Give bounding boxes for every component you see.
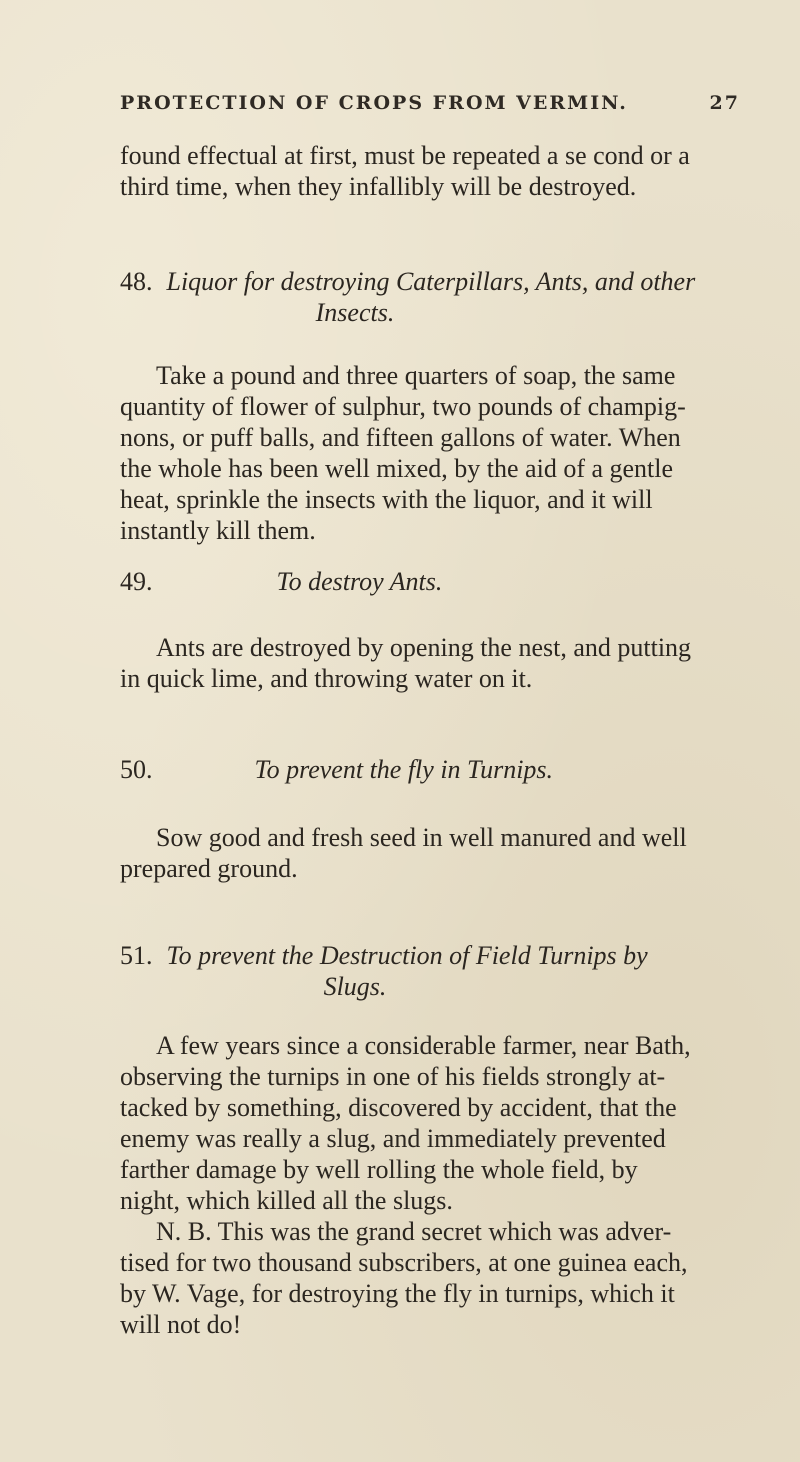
section-number: 48. (120, 267, 153, 296)
section-title-continued: Insects. (315, 298, 395, 327)
section-title-continued: Slugs. (323, 972, 387, 1001)
text-line: observing the turnips in one of his fields strongly at- (120, 1062, 666, 1091)
text-line: A few years since a considerable farmer, near Bath, (156, 1031, 691, 1060)
section-number: 51. (120, 941, 153, 970)
section-48-heading (120, 266, 770, 328)
section-50-heading (120, 754, 770, 785)
text-line: Take a pound and three quarters of soap, the same (156, 361, 676, 390)
text-line: quantity of flower of sulphur, two pounds of champig- (120, 392, 686, 421)
text-line: nons, or puff balls, and fifteen gallons of water. When (120, 423, 681, 452)
section-title: To destroy Ants. (276, 567, 443, 596)
text-line: night, which killed all the slugs. (120, 1186, 453, 1215)
text-line: by W. Vage, for destroying the fly in turnips, which it (120, 1279, 675, 1308)
section-50-body (120, 822, 760, 884)
section-title: Liquor for destroying Caterpillars, Ants, and other (166, 267, 696, 296)
section-title: To prevent the fly in Turnips. (254, 755, 554, 784)
text-line: will not do! (120, 1310, 242, 1339)
text-line: heat, sprinkle the insects with the liquor, and it will (120, 485, 653, 514)
text-line: in quick lime, and throwing water on it. (120, 664, 533, 693)
running-head-title: PROTECTION OF CROPS FROM VERMIN. (120, 92, 628, 114)
text-line: tised for two thousand subscribers, at one guinea each, (120, 1248, 688, 1277)
running-head (120, 92, 740, 122)
text-line: found effectual at first, must be repeated a se cond or a (120, 141, 690, 170)
text-line: enemy was really a slug, and immediately prevented (120, 1124, 666, 1153)
text-line: prepared ground. (120, 854, 298, 883)
text-line: the whole has been well mixed, by the aid of a gentle (120, 454, 674, 483)
section-title: To prevent the Destruction of Field Turnips by (166, 941, 648, 970)
page-number: 27 (709, 92, 740, 114)
text-line: farther damage by well rolling the whole field, by (120, 1155, 638, 1184)
section-48-body (120, 360, 760, 546)
text-line: Ants are destroyed by opening the nest, and putting (156, 633, 692, 662)
section-51-body (120, 1030, 760, 1340)
text-line: N. B. This was the grand secret which was adver- (156, 1217, 672, 1246)
text-line: instantly kill them. (120, 516, 316, 545)
text-line: Sow good and fresh seed in well manured and well (156, 823, 687, 852)
section-number: 50. (120, 755, 153, 784)
text-line: tacked by something, discovered by accident, that the (120, 1093, 677, 1122)
section-51-heading (120, 940, 770, 1002)
section-49-heading (120, 566, 770, 597)
intro-paragraph (120, 140, 760, 202)
section-49-body (120, 632, 760, 694)
text-line: third time, when they infallibly will be destroyed. (120, 172, 637, 201)
section-number: 49. (120, 567, 153, 596)
